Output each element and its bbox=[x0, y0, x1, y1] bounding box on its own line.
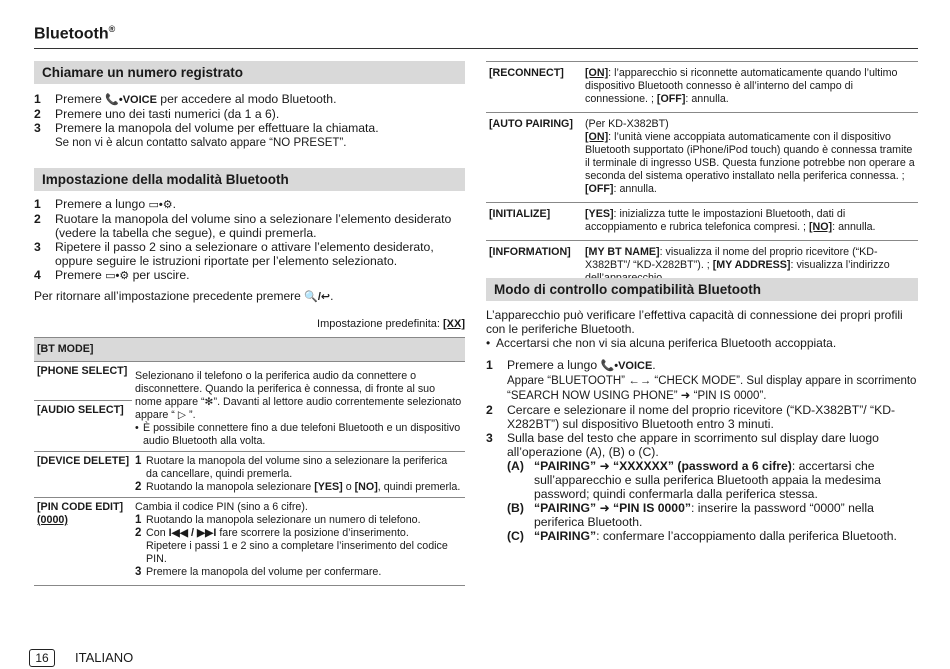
table-row: [AUDIO SELECT] bbox=[34, 401, 465, 452]
option-c: (C) “PAIRING”: confermare l’accoppiamento dalla periferica Bluetooth. bbox=[507, 529, 897, 543]
section-heading-compat-check: Modo di controllo compatibilità Bluetooth bbox=[486, 278, 918, 301]
phone-voice-icon: 📞•VOICE bbox=[600, 360, 653, 372]
table-row: [DEVICE DELETE] 1 Ruotare la manopola del volume sino a selezionare la periferica da cancellare, quindi premerla. 2 Ruotando la manopola selezionare [YES] o [NO], quindi premerla. bbox=[34, 452, 465, 498]
page-number: 16 bbox=[29, 649, 55, 667]
option-a: (A) “PAIRING” ➜ “XXXXXX” (password a 6 cifre): accertarsi che sull’apparecchio e sulla periferica Bluetooth appaia la medesima password; quindi confermarla dalla periferica stessa. bbox=[507, 459, 881, 501]
option-b: (B) “PAIRING” ➜ “PIN IS 0000”: inserire la password “0000” nella periferica Bluetooth. bbox=[507, 501, 874, 529]
section-heading-call-registered: Chiamare un numero registrato bbox=[34, 61, 465, 84]
step: 2 Ruotare la manopola del volume sino a selezionare l’elemento desiderato (vedere la tabella che segue), e quindi premerla. bbox=[34, 212, 452, 240]
table-row: [PHONE SELECT] Selezionano il telefono o la periferica audio da connettere o disconnettere. Quando la periferica è connessa, di fronte al suo nome appare “✻”. Davanti al lettore audio correntemente selezionato appare “ ▷ ”. • È possibile connettere fino a due telefoni Bluetooth e un dispositivo audio Bluetooth alla volta. bbox=[34, 362, 465, 401]
step: 2 Premere uno dei tasti numerici (da 1 a 6). bbox=[34, 107, 280, 121]
steps-bt-settings bbox=[34, 197, 465, 283]
step: 1 Premere a lungo ▭•⚙. bbox=[34, 197, 176, 211]
bt-settings-table-left bbox=[34, 337, 465, 586]
footer-language: ITALIANO bbox=[75, 650, 134, 665]
step: 1 Premere 📞•VOICE per accedere al modo Bluetooth. bbox=[34, 92, 337, 106]
compat-check-body: L’apparecchio può verificare l’effettiva capacità di connessione dei propri profili con le periferiche Bluetooth. • Accertarsi che non vi sia alcuna periferica Bluetooth accoppiata. 1 Premere a lungo 📞•VOICE. Appare “BLUETOOTH” ←→ “CHECK MODE”. Sul display appare in scorrimento “SEARCH NOW USING PHONE” ➜ “PIN IS 0000”. 2 Cercare e selezionare il nome del proprio ricevitore (“KD-X382BT”/ “KD-X282BT”) sul dispositivo Bluetooth entro 3 minuti. 3 Sulla base del testo che appare in scorrimento sul display dare luogo all’operazione (A), (B) o (C). (A) “PAIRING” ➜ “XXXXXX” (password a 6 cifre): accertarsi che sull’apparecchio e sulla periferica Bluetooth appaia la medesima password; quindi confermarla dalla periferica stessa. (B) “PAIRING” ➜ “PIN IS 0000”: inserire la password “0000” nella periferica Bluetooth. (C) “PAIRING”: confermare l’accoppiamento dalla periferica Bluetooth. bbox=[486, 308, 917, 543]
table-row: [AUTO PAIRING] (Per KD-X382BT) [ON]: l’unità viene accoppiata automaticamente con il dispositivo Bluetooth supportato (iPhone/iPod touch) quando è connessa tramite il terminale di ingresso USB. Questa funzione potrebbe non operare a seconda del sistema operativo installato nella periferica connessa. ; [OFF]: annulla. bbox=[486, 113, 918, 203]
skip-icon: I◀◀ / ▶▶I bbox=[168, 527, 217, 539]
table-row: [RECONNECT] [ON]: l’apparecchio si riconnette automaticamente quando l’ultimo dispositivo Bluetooth connesso è all’interno del campo di connessione. ; [OFF]: annulla. bbox=[486, 62, 918, 113]
step: 3 Premere la manopola del volume per effettuare la chiamata. Se non vi è alcun contatto salvato appare “NO PRESET”. bbox=[34, 121, 379, 149]
menu-settings-icon: ▭•⚙ bbox=[105, 270, 130, 282]
step: 2 Cercare e selezionare il nome del proprio ricevitore (“KD-X382BT”/ “KD-X282BT”) sul dispositivo Bluetooth entro 3 minuti. bbox=[486, 403, 896, 431]
back-note: Per ritornare all’impostazione precedente premere 🔍/↩. bbox=[34, 289, 334, 303]
table-row: [INFORMATION] [MY BT NAME]: visualizza il nome del proprio ricevitore (“KD-X382BT”/ “KD-X282BT”). ; [MY ADDRESS]: visualizza l’indirizzo bbox=[486, 241, 918, 292]
phone-voice-icon: 📞•VOICE bbox=[105, 94, 157, 106]
section-heading-bt-settings: Impostazione della modalità Bluetooth bbox=[34, 168, 465, 191]
bt-settings-table-right bbox=[486, 61, 918, 292]
step: 4 Premere ▭•⚙ per uscire. bbox=[34, 268, 190, 282]
page-title: Bluetooth® bbox=[34, 24, 116, 43]
search-back-icon: 🔍/↩ bbox=[304, 291, 331, 303]
table-row: [BT MODE] bbox=[34, 338, 465, 362]
step: 3 Sulla base del testo che appare in scorrimento sul display dare luogo all’operazione (A), (B) o (C). (A) “PAIRING” ➜ “XXXXXX” (password a 6 cifre): accertarsi che sull’apparecchio e sulla periferica Bluetooth appaia la medesima password; quindi confermarla dalla periferica stessa. (B) “PAIRING” ➜ “PIN IS 0000”: inserire la password “0000” nella periferica Bluetooth. (C) “PAIRING”: confermare l’accoppiamento dalla periferica Bluetooth. bbox=[486, 431, 918, 543]
menu-settings-icon: ▭•⚙ bbox=[148, 199, 173, 211]
title-rule bbox=[34, 48, 918, 49]
steps-call-registered bbox=[34, 92, 465, 150]
table-row: [PIN CODE EDIT] (0000) Cambia il codice PIN (sino a 6 cifre). 1 Ruotando la manopola selezionare un numero di telefono. 2 Con I◀◀ / ▶▶I fare scorrere la posizione d’inserimento. Ripetere i passi 1 e 2 sino a completare l’inserimento del codice PIN. 3 Premere la manopola del volume per confermare. bbox=[34, 498, 465, 586]
default-setting-label: Impostazione predefinita: [XX] bbox=[317, 318, 465, 330]
table-row: [INITIALIZE] [YES]: inizializza tutte le impostazioni Bluetooth, dati di accoppiamento e rubrica telefonica compresi. ; [NO]: annulla. bbox=[486, 203, 918, 241]
step: 1 Premere a lungo 📞•VOICE. Appare “BLUETOOTH” ←→ “CHECK MODE”. Sul display appare in scorrimento “SEARCH NOW USING PHONE” ➜ “PIN IS 0000”. bbox=[486, 358, 917, 402]
step: 3 Ripetere il passo 2 sino a selezionare o attivare l’elemento desiderato, oppure seguire le istruzioni riportate per l’elemento selezionato. bbox=[34, 240, 434, 268]
